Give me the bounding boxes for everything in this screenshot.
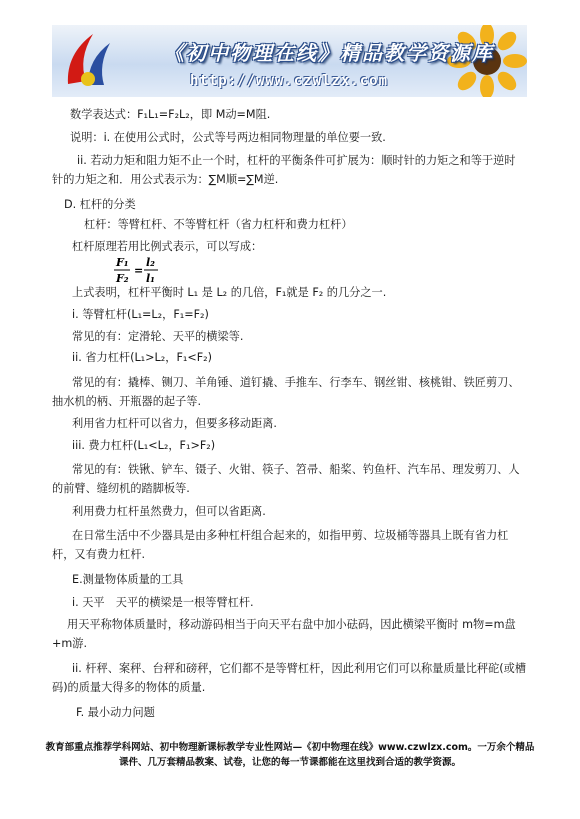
banner-title: 《初中物理在线》精品教学资源库: [164, 41, 494, 65]
ratio-formula: [114, 256, 164, 286]
text-line: ii. 省力杠杆(L₁>L₂，F₁<F₂): [72, 351, 213, 364]
text-line: 在日常生活中不少器具是由多种杠杆组合起来的，如指甲剪、垃圾桶等器具上既有省力杠杆，又有费力杠杆.: [52, 529, 509, 561]
section-heading: F. 最小动力问题: [76, 706, 155, 719]
formula-num-right: l₂: [146, 256, 155, 269]
text-line: 利用费力杠杆虽然费力，但可以省距离.: [72, 505, 266, 518]
text-line: 上式表明，杠杆平衡时 L₁ 是 L₂ 的几倍，F₁就是 F₂ 的几分之一.: [72, 286, 387, 299]
section-heading: E.测量物体质量的工具: [72, 573, 184, 586]
text-line: 用天平称物体质量时，移动游码相当于向天平右盘中加小砝码，因此横梁平衡时 m物=m盘+m游.: [52, 618, 516, 650]
text-line: 杠杆原理若用比例式表示，可以写成：: [72, 240, 263, 253]
footer-line-2: 课件、几万套精品教案、试卷，让您的每一节课都能在这里找到合适的教学资源。: [118, 757, 461, 768]
text-line: 常见的有：撬棒、铡刀、羊角锤、道钉撬、手推车、行李车、钢丝钳、核桃钳、铁匠剪刀、抽水机的柄、开瓶器的起子等.: [52, 376, 520, 408]
text-line: ii. 杆秤、案秤、台秤和磅秤，它们都不是等臂杠杆，因此利用它们可以称量质量比秤砣(或槽码)的质量大得多的物体的质量.: [52, 662, 527, 694]
formula-den-left: F₂: [116, 272, 129, 285]
section-heading: D. 杠杆的分类: [64, 198, 136, 211]
text-line: 数学表达式：F₁L₁=F₂L₂，即 M动=M阻.: [70, 108, 271, 121]
text-line: iii. 费力杠杆(L₁<L₂，F₁>F₂): [72, 439, 216, 452]
text-line: i. 等臂杠杆(L₁=L₂，F₁=F₂): [72, 308, 209, 321]
footer-line-1: 教育部重点推荐学科网站、初中物理新课标教学专业性网站—《初中物理在线》www.czwlzx.com。一万余个精品: [45, 742, 535, 753]
text-line: 杠杆：等臂杠杆、不等臂杠杆（省力杠杆和费力杠杆）: [84, 218, 353, 231]
svg-text:=: =: [134, 264, 144, 277]
text-line: 利用省力杠杆可以省力，但要多移动距离.: [72, 417, 277, 430]
logo-icon: [58, 29, 118, 93]
text-line: 常见的有：铁锹、铲车、镊子、火钳、筷子、笤帚、船桨、钓鱼杆、汽车吊、理发剪刀、人的前臂、缝纫机的踏脚板等.: [52, 463, 520, 495]
text-line: i. 天平 天平的横梁是一根等臂杠杆.: [72, 596, 254, 609]
text-line: 常见的有：定滑轮、天平的横梁等.: [72, 330, 244, 343]
text-line: ii. 若动力矩和阻力矩不止一个时，杠杆的平衡条件可扩展为：顺时针的力矩之和等于逆时针的力矩之和．用公式表示为：∑M顺=∑M逆.: [52, 154, 516, 186]
formula-num-left: F₁: [116, 256, 129, 269]
banner-url[interactable]: http://www.czwlzx.com: [190, 73, 389, 89]
text-line: 说明：i. 在使用公式时，公式等号两边相同物理量的单位要一致.: [70, 131, 386, 144]
formula-den-right: l₁: [146, 272, 155, 285]
page-footer: [40, 740, 540, 770]
header-banner: [52, 25, 527, 97]
